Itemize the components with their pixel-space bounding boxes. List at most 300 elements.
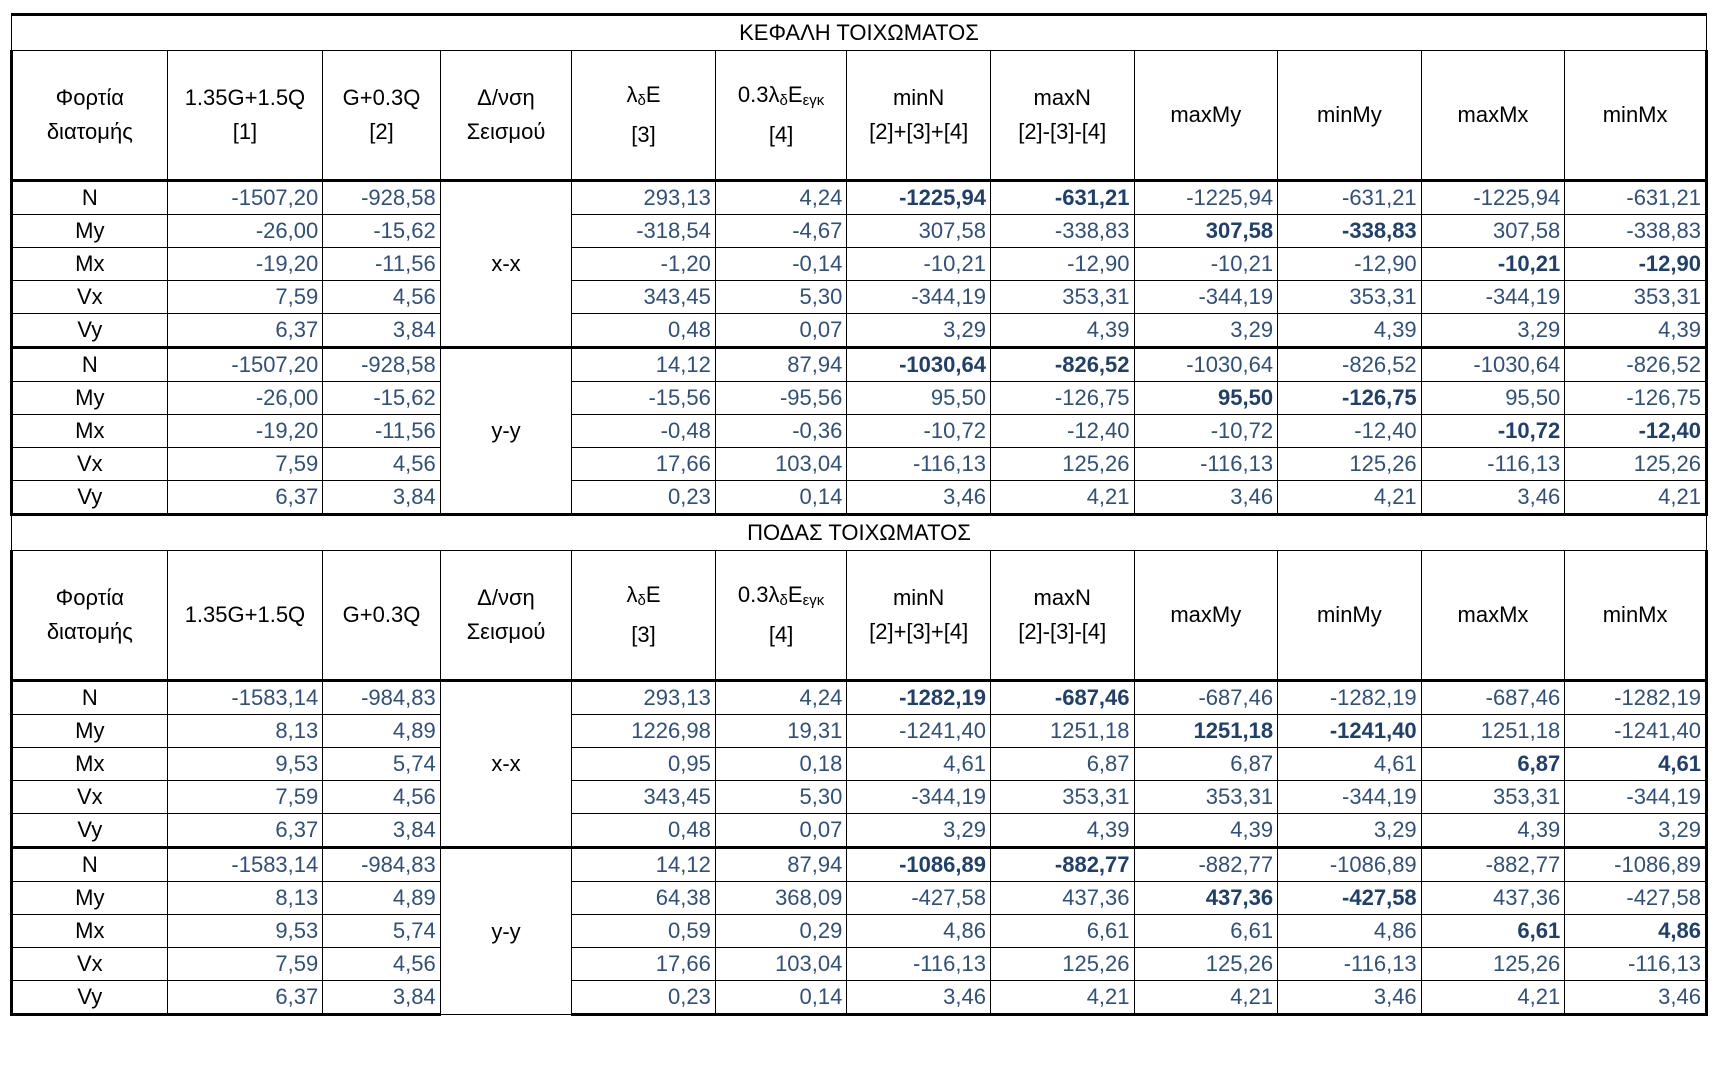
header-line-1: 1.35G+1.5Q	[184, 85, 306, 110]
table-row	[12, 281, 1707, 314]
table-row	[12, 248, 1707, 281]
value-cell: 95,50	[1134, 382, 1278, 415]
value-cell: 19,31	[715, 715, 847, 748]
value-cell: 5,74	[323, 915, 440, 948]
value-cell: 103,04	[715, 448, 847, 481]
value-cell: -687,46	[990, 681, 1134, 715]
column-header-c3	[440, 551, 572, 681]
value-cell: -344,19	[1278, 781, 1422, 814]
value-cell: 64,38	[572, 882, 716, 915]
value-cell: 4,39	[1134, 814, 1278, 848]
column-header-c4	[572, 551, 716, 681]
value-cell: 0,23	[572, 981, 716, 1015]
value-cell: 4,39	[1278, 314, 1422, 348]
value-cell: -1507,20	[167, 181, 323, 215]
value-cell: 14,12	[572, 848, 716, 882]
value-cell: 1226,98	[572, 715, 716, 748]
row-label: Vy	[12, 814, 168, 848]
column-header-c8: maxMy	[1134, 551, 1278, 681]
header-line-2: [2]-[3]-[4]	[1018, 119, 1107, 144]
value-cell: -12,90	[1278, 248, 1422, 281]
table-row	[12, 348, 1707, 382]
value-cell: 343,45	[572, 281, 716, 314]
value-cell: 5,30	[715, 781, 847, 814]
value-cell: 4,86	[847, 915, 991, 948]
section-title: ΚΕΦΑΛΗ ΤΟΙΧΩΜΑΤΟΣ	[12, 15, 1707, 51]
header-line-1: $\lambda_\delta E$	[626, 582, 661, 609]
value-cell: -126,75	[990, 382, 1134, 415]
column-header-c1	[167, 551, 323, 681]
table-row	[12, 915, 1707, 948]
value-cell: 4,56	[323, 948, 440, 981]
header-line-1: 1.35G+1.5Q	[184, 602, 306, 627]
value-cell: -1282,19	[847, 681, 991, 715]
value-cell: -344,19	[1134, 281, 1278, 314]
column-header-c7	[990, 51, 1134, 181]
value-cell: 4,39	[1421, 814, 1565, 848]
value-cell: 4,89	[323, 882, 440, 915]
value-cell: -10,72	[1421, 415, 1565, 448]
value-cell: 6,87	[1421, 748, 1565, 781]
table-row	[12, 215, 1707, 248]
row-label: N	[12, 181, 168, 215]
value-cell: 4,56	[323, 448, 440, 481]
row-label: Vy	[12, 981, 168, 1015]
value-cell: -1030,64	[847, 348, 991, 382]
table-row	[12, 748, 1707, 781]
column-header-c6	[847, 551, 991, 681]
value-cell: -12,90	[990, 248, 1134, 281]
table-row	[12, 814, 1707, 848]
value-cell: -1241,40	[1278, 715, 1422, 748]
table-row	[12, 181, 1707, 215]
value-cell: -1,20	[572, 248, 716, 281]
row-label: My	[12, 715, 168, 748]
value-cell: 343,45	[572, 781, 716, 814]
column-header-c7	[990, 551, 1134, 681]
row-label: My	[12, 382, 168, 415]
value-cell: -12,90	[1565, 248, 1707, 281]
value-cell: 87,94	[715, 848, 847, 882]
value-cell: -631,21	[1278, 181, 1422, 215]
header-line-1: Δ/νση	[477, 585, 535, 610]
value-cell: 7,59	[167, 448, 323, 481]
value-cell: 5,74	[323, 748, 440, 781]
table-row	[12, 981, 1707, 1015]
value-cell: -1241,40	[1565, 715, 1707, 748]
value-cell: -928,58	[323, 348, 440, 382]
value-cell: 7,59	[167, 948, 323, 981]
value-cell: -15,62	[323, 215, 440, 248]
value-cell: -10,72	[847, 415, 991, 448]
value-cell: 0,14	[715, 481, 847, 515]
header-line-1: Φορτία	[55, 585, 124, 610]
value-cell: -10,72	[1134, 415, 1278, 448]
header-line-1: maxN	[1033, 85, 1091, 110]
header-line-1: $0.3\lambda_\delta E_{\varepsilon\gamma\kappa}$	[737, 582, 825, 609]
value-cell: 3,46	[1565, 981, 1707, 1015]
row-label: Vy	[12, 481, 168, 515]
value-cell: 6,61	[1421, 915, 1565, 948]
value-cell: 4,56	[323, 281, 440, 314]
value-cell: -12,40	[1565, 415, 1707, 448]
value-cell: -826,52	[990, 348, 1134, 382]
table-row	[12, 781, 1707, 814]
value-cell: 437,36	[990, 882, 1134, 915]
value-cell: -928,58	[323, 181, 440, 215]
value-cell: 3,46	[1421, 481, 1565, 515]
value-cell: 125,26	[1278, 448, 1422, 481]
value-cell: 6,61	[1134, 915, 1278, 948]
value-cell: 4,56	[323, 781, 440, 814]
value-cell: 14,12	[572, 348, 716, 382]
value-cell: 6,37	[167, 314, 323, 348]
value-cell: 9,53	[167, 915, 323, 948]
value-cell: 8,13	[167, 715, 323, 748]
value-cell: 3,46	[847, 981, 991, 1015]
value-cell: 17,66	[572, 948, 716, 981]
header-line-1: minN	[892, 585, 945, 610]
value-cell: 293,13	[572, 181, 716, 215]
column-header-c8: maxMy	[1134, 51, 1278, 181]
column-header-c10: maxMx	[1421, 51, 1565, 181]
row-label: Mx	[12, 248, 168, 281]
value-cell: 3,29	[847, 314, 991, 348]
value-cell: 1251,18	[990, 715, 1134, 748]
value-cell: -344,19	[1565, 781, 1707, 814]
value-cell: 125,26	[1134, 948, 1278, 981]
header-line-2: διατομής	[46, 119, 133, 144]
header-line-2: [2]+[3]+[4]	[869, 619, 969, 644]
value-cell: 307,58	[1421, 215, 1565, 248]
value-cell: 4,21	[990, 481, 1134, 515]
value-cell: 3,84	[323, 814, 440, 848]
value-cell: 6,87	[990, 748, 1134, 781]
value-cell: 3,84	[323, 981, 440, 1015]
table-row	[12, 448, 1707, 481]
value-cell: -19,20	[167, 415, 323, 448]
row-label: N	[12, 681, 168, 715]
value-cell: 7,59	[167, 781, 323, 814]
value-cell: 103,04	[715, 948, 847, 981]
value-cell: -1030,64	[1134, 348, 1278, 382]
value-cell: 0,95	[572, 748, 716, 781]
column-header-c6	[847, 51, 991, 181]
value-cell: -0,48	[572, 415, 716, 448]
value-cell: -826,52	[1565, 348, 1707, 382]
header-line-1: $0.3\lambda_\delta E_{\varepsilon\gamma\kappa}$	[737, 82, 825, 109]
value-cell: 4,89	[323, 715, 440, 748]
value-cell: -10,21	[1421, 248, 1565, 281]
row-label: N	[12, 348, 168, 382]
value-cell: 95,50	[1421, 382, 1565, 415]
column-header-c11: minMx	[1565, 51, 1707, 181]
header-line-1: Δ/νση	[477, 85, 535, 110]
column-header-c5	[715, 551, 847, 681]
value-cell: -882,77	[1421, 848, 1565, 882]
value-cell: 8,13	[167, 882, 323, 915]
value-cell: 1251,18	[1134, 715, 1278, 748]
value-cell: 4,21	[1278, 481, 1422, 515]
value-cell: -1507,20	[167, 348, 323, 382]
value-cell: -0,36	[715, 415, 847, 448]
value-cell: 6,37	[167, 814, 323, 848]
value-cell: 4,86	[1278, 915, 1422, 948]
column-header-c2	[323, 551, 440, 681]
column-header-load	[12, 551, 168, 681]
value-cell: 4,21	[1134, 981, 1278, 1015]
value-cell: 3,84	[323, 481, 440, 515]
value-cell: 293,13	[572, 681, 716, 715]
value-cell: -12,40	[990, 415, 1134, 448]
value-cell: 6,37	[167, 981, 323, 1015]
value-cell: 1251,18	[1421, 715, 1565, 748]
row-label: Mx	[12, 748, 168, 781]
header-line-2: [4]	[768, 122, 794, 147]
value-cell: 307,58	[1134, 215, 1278, 248]
header-line-1: maxN	[1033, 585, 1091, 610]
value-cell: 353,31	[990, 781, 1134, 814]
table-row	[12, 481, 1707, 515]
value-cell: 353,31	[990, 281, 1134, 314]
value-cell: 353,31	[1565, 281, 1707, 314]
value-cell: 4,24	[715, 681, 847, 715]
column-header-c2	[323, 51, 440, 181]
value-cell: 4,39	[990, 814, 1134, 848]
value-cell: 4,39	[990, 314, 1134, 348]
column-header-c3	[440, 51, 572, 181]
value-cell: -344,19	[1421, 281, 1565, 314]
value-cell: 3,29	[1134, 314, 1278, 348]
value-cell: -12,40	[1278, 415, 1422, 448]
value-cell: -631,21	[1565, 181, 1707, 215]
table-row	[12, 415, 1707, 448]
value-cell: 0,14	[715, 981, 847, 1015]
value-cell: 4,24	[715, 181, 847, 215]
value-cell: -11,56	[323, 248, 440, 281]
header-line-2: Σεισμού	[466, 619, 546, 644]
column-header-c11: minMx	[1565, 551, 1707, 681]
value-cell: 3,29	[1278, 814, 1422, 848]
table-row	[12, 882, 1707, 915]
value-cell: -116,13	[1134, 448, 1278, 481]
value-cell: -4,67	[715, 215, 847, 248]
value-cell: -1282,19	[1565, 681, 1707, 715]
value-cell: 95,50	[847, 382, 991, 415]
combinations-table	[10, 13, 1708, 1016]
value-cell: 3,84	[323, 314, 440, 348]
header-line-1: $\lambda_\delta E$	[626, 82, 661, 109]
value-cell: 0,48	[572, 314, 716, 348]
value-cell: -882,77	[990, 848, 1134, 882]
header-line-2: [2]+[3]+[4]	[869, 119, 969, 144]
column-header-c4	[572, 51, 716, 181]
value-cell: 4,21	[1565, 481, 1707, 515]
row-label: N	[12, 848, 168, 882]
header-line-2: [2]-[3]-[4]	[1018, 619, 1107, 644]
value-cell: -1225,94	[1134, 181, 1278, 215]
value-cell: 368,09	[715, 882, 847, 915]
value-cell: 9,53	[167, 748, 323, 781]
value-cell: -15,62	[323, 382, 440, 415]
value-cell: -1225,94	[1421, 181, 1565, 215]
column-header-c1	[167, 51, 323, 181]
table-row	[12, 948, 1707, 981]
value-cell: -116,13	[847, 448, 991, 481]
table-row	[12, 314, 1707, 348]
column-header-load	[12, 51, 168, 181]
value-cell: -338,83	[1565, 215, 1707, 248]
value-cell: -1583,14	[167, 848, 323, 882]
value-cell: -1225,94	[847, 181, 991, 215]
value-cell: 0,29	[715, 915, 847, 948]
value-cell: 0,23	[572, 481, 716, 515]
value-cell: 0,59	[572, 915, 716, 948]
value-cell: 0,07	[715, 814, 847, 848]
section-title: ΠΟΔΑΣ ΤΟΙΧΩΜΑΤΟΣ	[12, 515, 1707, 551]
table-row	[12, 681, 1707, 715]
value-cell: 125,26	[1565, 448, 1707, 481]
row-label: Mx	[12, 915, 168, 948]
row-label: Vy	[12, 314, 168, 348]
value-cell: 0,48	[572, 814, 716, 848]
header-line-2: [3]	[631, 622, 656, 647]
value-cell: -984,83	[323, 848, 440, 882]
header-line-1: Φορτία	[55, 85, 124, 110]
value-cell: -882,77	[1134, 848, 1278, 882]
column-header-c5	[715, 51, 847, 181]
value-cell: -427,58	[847, 882, 991, 915]
value-cell: -19,20	[167, 248, 323, 281]
value-cell: 4,61	[1565, 748, 1707, 781]
column-header-c9: minMy	[1278, 51, 1422, 181]
header-line-2: [1]	[232, 119, 258, 144]
column-header-c10: maxMx	[1421, 551, 1565, 681]
header-line-2: διατομής	[46, 619, 133, 644]
value-cell: -1030,64	[1421, 348, 1565, 382]
value-cell: 3,29	[847, 814, 991, 848]
value-cell: -687,46	[1421, 681, 1565, 715]
value-cell: 307,58	[847, 215, 991, 248]
value-cell: -1086,89	[1278, 848, 1422, 882]
value-cell: 5,30	[715, 281, 847, 314]
table-row	[12, 382, 1707, 415]
value-cell: -338,83	[1278, 215, 1422, 248]
value-cell: 4,61	[847, 748, 991, 781]
row-label: Mx	[12, 415, 168, 448]
value-cell: 7,59	[167, 281, 323, 314]
value-cell: -95,56	[715, 382, 847, 415]
row-label: My	[12, 215, 168, 248]
row-label: Vx	[12, 948, 168, 981]
value-cell: -344,19	[847, 281, 991, 314]
value-cell: 6,37	[167, 481, 323, 515]
value-cell: 6,61	[990, 915, 1134, 948]
seismic-direction-cell: y-y	[440, 848, 572, 1015]
value-cell: 4,61	[1278, 748, 1422, 781]
value-cell: -1086,89	[1565, 848, 1707, 882]
value-cell: 4,86	[1565, 915, 1707, 948]
value-cell: 437,36	[1421, 882, 1565, 915]
value-cell: -1086,89	[847, 848, 991, 882]
header-line-2: [4]	[768, 622, 794, 647]
value-cell: 3,29	[1565, 814, 1707, 848]
value-cell: 87,94	[715, 348, 847, 382]
row-label: Vx	[12, 781, 168, 814]
row-label: Vx	[12, 281, 168, 314]
seismic-direction-cell: y-y	[440, 348, 572, 515]
value-cell: 4,21	[990, 981, 1134, 1015]
seismic-direction-cell: x-x	[440, 681, 572, 848]
value-cell: -116,13	[1565, 948, 1707, 981]
header-line-2: [2]	[369, 119, 394, 144]
value-cell: 4,39	[1565, 314, 1707, 348]
value-cell: -10,21	[847, 248, 991, 281]
value-cell: 353,31	[1421, 781, 1565, 814]
value-cell: -11,56	[323, 415, 440, 448]
value-cell: -126,75	[1278, 382, 1422, 415]
value-cell: 0,07	[715, 314, 847, 348]
value-cell: -1241,40	[847, 715, 991, 748]
value-cell: -116,13	[1421, 448, 1565, 481]
value-cell: 3,46	[1134, 481, 1278, 515]
header-line-2: Σεισμού	[466, 119, 546, 144]
value-cell: -427,58	[1565, 882, 1707, 915]
value-cell: 125,26	[990, 948, 1134, 981]
value-cell: -826,52	[1278, 348, 1422, 382]
header-line-1: minN	[892, 85, 945, 110]
value-cell: 353,31	[1278, 281, 1422, 314]
value-cell: -984,83	[323, 681, 440, 715]
value-cell: -26,00	[167, 382, 323, 415]
value-cell: -126,75	[1565, 382, 1707, 415]
value-cell: -687,46	[1134, 681, 1278, 715]
value-cell: -344,19	[847, 781, 991, 814]
value-cell: -26,00	[167, 215, 323, 248]
value-cell: -116,13	[1278, 948, 1422, 981]
value-cell: -1583,14	[167, 681, 323, 715]
value-cell: -116,13	[847, 948, 991, 981]
row-label: Vx	[12, 448, 168, 481]
table-row	[12, 848, 1707, 882]
value-cell: -318,54	[572, 215, 716, 248]
header-line-1: G+0.3Q	[342, 85, 421, 110]
value-cell: 437,36	[1134, 882, 1278, 915]
value-cell: 125,26	[1421, 948, 1565, 981]
header-line-2: [3]	[631, 122, 656, 147]
seismic-direction-cell: x-x	[440, 181, 572, 348]
header-line-1: G+0.3Q	[342, 602, 421, 627]
value-cell: 4,21	[1421, 981, 1565, 1015]
value-cell: -15,56	[572, 382, 716, 415]
value-cell: 6,87	[1134, 748, 1278, 781]
value-cell: 17,66	[572, 448, 716, 481]
value-cell: -631,21	[990, 181, 1134, 215]
value-cell: -10,21	[1134, 248, 1278, 281]
value-cell: 3,29	[1421, 314, 1565, 348]
table-row	[12, 715, 1707, 748]
value-cell: 125,26	[990, 448, 1134, 481]
column-header-c9: minMy	[1278, 551, 1422, 681]
value-cell: 3,46	[847, 481, 991, 515]
value-cell: 353,31	[1134, 781, 1278, 814]
value-cell: -1282,19	[1278, 681, 1422, 715]
value-cell: -427,58	[1278, 882, 1422, 915]
value-cell: -338,83	[990, 215, 1134, 248]
value-cell: 3,46	[1278, 981, 1422, 1015]
value-cell: -0,14	[715, 248, 847, 281]
value-cell: 0,18	[715, 748, 847, 781]
